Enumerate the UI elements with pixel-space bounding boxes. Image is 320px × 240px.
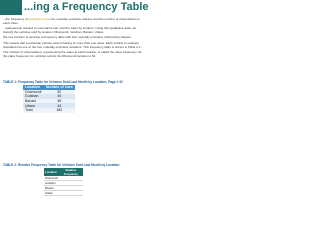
bullet-item — [3, 50, 147, 58]
table-row — [44, 191, 83, 196]
relative-frequency-table — [44, 168, 83, 196]
table2-caption: TABLE 2: Relative Frequency Table for Vehicles Sold Last Month by Location — [3, 163, 120, 167]
cell-location: Uttara — [44, 191, 59, 196]
table-row-total — [23, 108, 75, 113]
cell-total-count: 180 — [44, 108, 75, 113]
bullet-text: This means that a particular vehicle cannot belong to more than one class. Each vehicle is uniquely classified into one of the four mutually exclusive locations. This frequency table is shown in Table 2.1. — [3, 40, 142, 49]
cell-count: 43 — [44, 103, 75, 108]
col-header-relative-frequency: Relative Frequency — [59, 168, 83, 176]
bullet-text: The number of observations, representing the sales at each location, is called the class frequency. So the class frequency for vehicles sold at the Dhamondi location is 52. — [3, 49, 142, 58]
slide-title: ...ing a Frequency Table — [24, 1, 149, 13]
cell-location: Banani — [23, 99, 44, 104]
highlighted-term: qualitative data — [28, 17, 50, 21]
table1-caption: TABLE 1: Frequency Table for Vehicles Sold Last Month by Location, Page # 32 — [3, 80, 123, 84]
bullet-list — [3, 17, 147, 59]
col-header-location: Location — [44, 168, 59, 176]
cell-count: 52 — [44, 90, 75, 95]
cell-location: Banani — [44, 186, 59, 191]
title-bar — [0, 0, 149, 15]
cell-location: Uttara — [23, 103, 44, 108]
bullet-text: We use location to develop a frequency table with four mutually exclusive (distinctive) classes. — [3, 35, 132, 40]
frequency-table — [23, 85, 75, 113]
bullet-text: ...the frequency of — [3, 17, 29, 21]
col-header-location: Location — [23, 85, 44, 90]
cell-location: Dhamondi — [45, 176, 58, 180]
col-header-count: Number of Cars — [44, 85, 75, 90]
table-header-row — [44, 168, 83, 176]
bullet-text: ...salesperson wanted to summarize last month's sales by location. Using this qualitative data, we classify the vehicles sold by location: Dhamondi, Gulshan, Banani, Uttara. — [3, 26, 137, 35]
cell-location: Dhamondi — [23, 90, 44, 95]
cell-relative-frequency — [59, 191, 83, 196]
cell-count: 40 — [44, 94, 75, 99]
bullet-item — [3, 41, 147, 49]
cell-location: Gulshan — [23, 94, 44, 99]
cell-location: Gulshan — [44, 181, 59, 186]
bullet-item — [3, 35, 147, 39]
bullet-text: into mutually exclusive classes and the number of observations in each class. — [3, 17, 141, 25]
cell-total-label: Total — [23, 108, 44, 113]
title-accent — [0, 0, 22, 15]
bullet-item — [3, 17, 147, 25]
table-header-row — [23, 85, 75, 90]
bullet-item — [3, 26, 147, 34]
cell-count: 45 — [44, 99, 75, 104]
